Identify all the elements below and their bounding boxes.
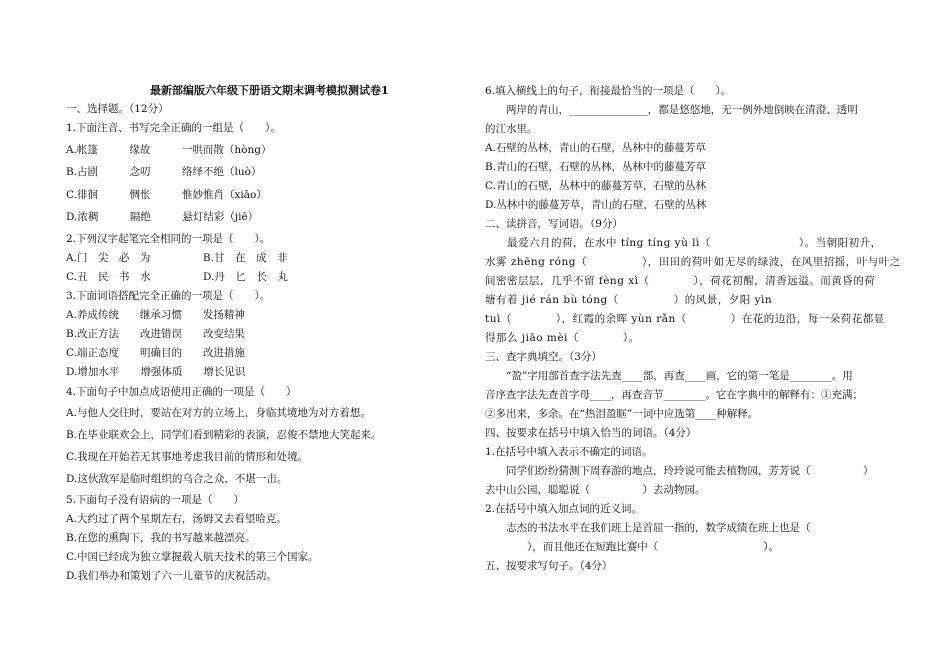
option-text: A.养成传统 继承习惯 发扬精神: [66, 309, 245, 321]
passage-text: 间密密层层，几乎不留 fèng xì（ ），荷花初醒，清香远溢。而黄昏的荷: [485, 275, 876, 287]
option-text: B.改正方法 改进错误 改变结果: [66, 328, 246, 340]
passage-text: 塘有着 jié rán bù tóng（ ）的风景，夕阳 yìn: [485, 294, 773, 306]
option-text: C.我现在开始若无其事地考虑我目前的情形和处境。: [66, 451, 308, 463]
question-text: 5.下面句子没有语病的一项是（ ）: [66, 494, 245, 506]
option-text: A.帐篷 缘故 一哄而散（hòng）: [66, 144, 272, 156]
option-text: C.中国已经成为独立掌握载人航天技术的第三个国家。: [66, 551, 319, 563]
page-title: 最新部编版六年级下册语文期末调考模拟测试卷1: [150, 84, 389, 97]
passage-text: tuì（ ），红霞的余晖 yùn rǎn（ ）在花的边沿，每一朵荷花都显: [485, 313, 885, 325]
option-text: C.徘徊 惆怅 惟妙惟肖（xiāo）: [66, 189, 267, 201]
question-text: 1.在括号中填入表示不确定的词语。: [485, 446, 653, 458]
passage-text: 的江水里。: [485, 123, 538, 135]
option-text: B.在毕业联欢会上，同学们看到精彩的表演，忍俊不禁地大笑起来。: [66, 429, 382, 441]
option-text: D.这伙敌军是临时组织的乌合之众，不堪一击。: [66, 473, 288, 485]
section-heading: 三、查字典填空。（3分）: [485, 351, 602, 363]
section-heading: 一、选择题。（12分）: [66, 103, 169, 115]
question-text: 3.下面词语搭配完全正确的一项是（ ）。: [66, 290, 271, 302]
passage-text: 同学们纷纷猜测下周春游的地点，玲玲说可能去植物园，芳芳说（ ）: [485, 465, 874, 477]
section-heading: 四、按要求在括号中填入恰当的词语。（4分）: [485, 427, 697, 439]
option-text: B.占剧 念叨 络绎不绝（luò）: [66, 166, 262, 178]
option-text: D.丛林中的藤蔓芳草，青山的石壁，石壁的丛林: [485, 199, 707, 211]
option-text: A.门 尖 必 为 B.甘 在 成 非: [66, 252, 288, 264]
option-text: B.青山的石壁，石壁的丛林，丛林中的藤蔓芳草: [485, 161, 707, 173]
option-text: D.我们举办和策划了六一儿童节的庆祝活动。: [66, 570, 277, 582]
option-text: D.增加水平 增强体质 增长见识: [66, 366, 246, 378]
option-text: C.端正态度 明确目的 改进措施: [66, 347, 245, 359]
section-heading: 二、读拼音，写词语。（9分）: [485, 218, 623, 230]
option-text: A.与他人交往时，要站在对方的立场上，身临其境地为对方着想。: [66, 407, 371, 419]
passage-text: 音序查字法先查首字母____，再查音节________。它在字典中的解释有：①充满；: [485, 389, 863, 401]
question-text: 1.下面注音、书写完全正确的一组是（ ）。: [66, 122, 281, 134]
option-text: A.大约过了两个星期左右，汤姆又去看望哈克。: [66, 513, 287, 525]
passage-text: ②多出来，多余。在“热泪盈眶”一词中应选第____种解释。: [485, 408, 759, 420]
passage-text: 志杰的书法水平在我们班上是首屈一指的，数学成绩在班上也是（: [485, 522, 811, 534]
question-text: 4.下面句子中加点成语使用正确的一项是（ ）: [66, 386, 297, 398]
passage-text: 水雾 zhēng róng（ ），田田的荷叶如无尽的绿波，在风里招摇，叶与叶之: [485, 256, 901, 268]
option-text: C.青山的石壁，丛林中的藤蔓芳草，石壁的丛林: [485, 180, 706, 192]
passage-text: 最爱六月的荷，在水中 tíng tíng yù lì（ ）。当朝阳初升，: [485, 237, 882, 249]
passage-text: “盈”字用部首查字法先查____部，再查____画，它的第一笔是________。用: [485, 370, 853, 382]
passage-text: 两岸的青山，_______________，都是悠悠地，无一例外地倒映在清澄、透明: [485, 104, 858, 116]
section-heading: 五、按要求写句子。（4分）: [485, 560, 613, 572]
question-text: 6.填入横线上的句子，衔接最恰当的一项是（ ）。: [485, 85, 732, 97]
question-text: 2.在括号中填入加点词的近义词。: [485, 503, 643, 515]
option-text: C.丑 民 书 水 D.丹 匕 长 丸: [66, 271, 288, 283]
passage-text: 得那么 jiāo mèi（ ）。: [485, 332, 640, 344]
question-text: 2.下列汉字起笔完全相同的一项是（ ）。: [66, 233, 271, 245]
option-text: A.石壁的丛林，青山的石壁，丛林中的藤蔓芳草: [485, 142, 706, 154]
passage-text: ），而且他还在短跑比赛中（ ）。: [485, 541, 779, 553]
option-text: B.在您的熏陶下，我的书写越来越漂亮。: [66, 532, 256, 544]
option-text: D.浓稠 隔绝 悬灯结彩（jiē）: [66, 211, 259, 223]
passage-text: 去中山公园，聪聪说（ ）去动物园。: [485, 484, 706, 496]
